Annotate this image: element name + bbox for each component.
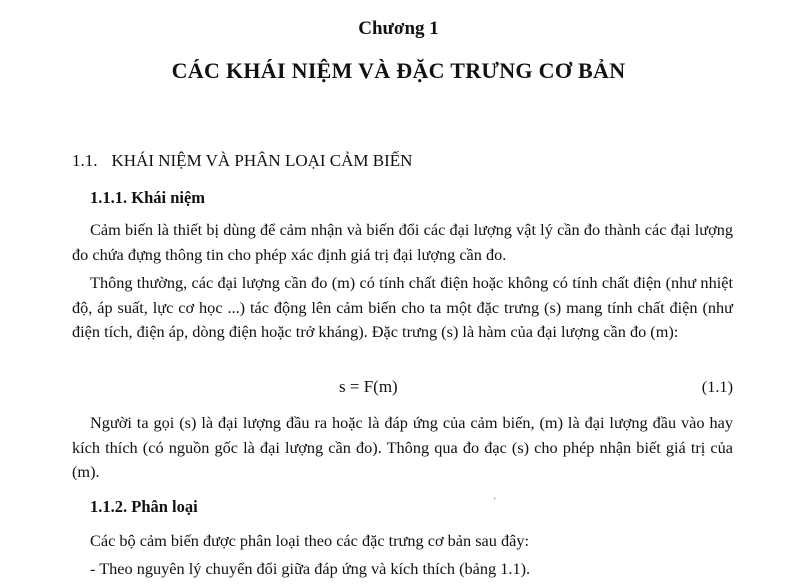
classification-item: - Theo nguyên lý chuyển đổi giữa đáp ứng và kích thích (bảng 1.1). — [90, 559, 531, 578]
classification-intro: Các bộ cảm biến được phân loại theo các đặc trưng cơ bản sau đây: — [90, 531, 530, 550]
subsection-heading-concept: 1.1.1. Khái niệm — [90, 188, 206, 207]
chapter-title: CÁC KHÁI NIỆM VÀ ĐẶC TRƯNG CƠ BẢN — [171, 58, 626, 83]
section-title: KHÁI NIỆM VÀ PHÂN LOẠI CẢM BIẾN — [111, 151, 413, 170]
section-heading — [72, 151, 412, 171]
equation-number: (1.1) — [701, 377, 733, 396]
chapter-label: Chương 1 — [358, 18, 439, 39]
paragraph-measured-quantity: Thông thường, các đại lượng cần đo (m) có tính chất điện hoặc không có tính chất điện (như nhiệt độ, áp suất, lực cơ học ...) tác động lên cảm biến cho ta một đặc trưng (s) mang tính chất điện (như điện tích, điện áp, dòng điện hoặc trở kháng). Đặc trưng (s) là hàm của đại lượng cần đo (m): — [72, 273, 733, 341]
subsection-heading-classification: 1.1.2. Phân loại — [90, 497, 198, 516]
section-number: 1.1. — [72, 151, 98, 170]
stray-dot: · — [493, 494, 497, 505]
paragraph-definition: Cảm biến là thiết bị dùng để cảm nhận và biến đổi các đại lượng vật lý cần đo thành các đại lượng đo chứa đựng thông tin cho phép xác định giá trị đại lượng cần đo. — [72, 220, 733, 264]
formula-expression: s = F(m) — [339, 377, 398, 396]
paragraph-output-response: Người ta gọi (s) là đại lượng đầu ra hoặc là đáp ứng của cảm biến, (m) là đại lượng đầu vào hay kích thích (có nguồn gốc là đại lượng cần đo). Thông qua đo đạc (s) cho phép nhận biết giá trị của (m). — [72, 413, 733, 481]
